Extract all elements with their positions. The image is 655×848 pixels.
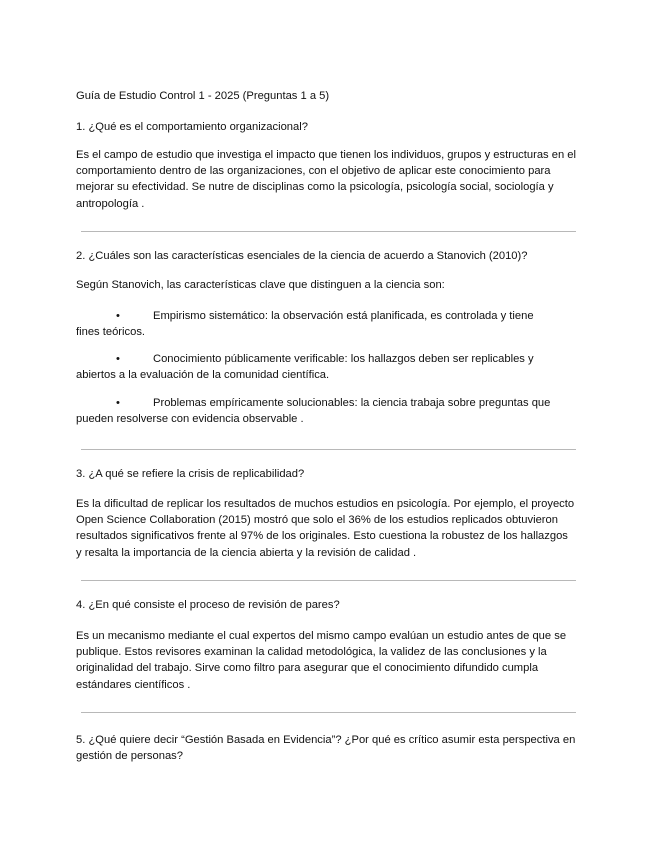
bullet-text-line2: abiertos a la evaluación de la comunidad científica. [76, 369, 330, 381]
answer-4: Es un mecanismo mediante el cual expertos del mismo campo evalúan un estudio antes de que se publique. Estos revisores examinan la calidad metodológica, la validez de las conclusiones y la originalidad del trabajo. Sirve como filtro para asegurar que el conocimiento difundido cumpla estándares científicos . [76, 630, 567, 691]
bullet-text-line1: Empirismo sistemático: la observación está planificada, es controlada y tiene [153, 310, 534, 322]
divider-1 [81, 231, 576, 232]
question-5: 5. ¿Qué quiere decir “Gestión Basada en Evidencia”? ¿Por qué es crítico asumir esta perspectiva en gestión de personas? [76, 734, 576, 763]
document-title: Guía de Estudio Control 1 - 2025 (Preguntas 1 a 5) [76, 90, 330, 102]
bullet-item-1 [76, 308, 576, 340]
bullet-item-3 [76, 395, 576, 427]
bullet-item-2 [76, 351, 576, 383]
bullet-marker: • [116, 353, 120, 365]
question-4: 4. ¿En qué consiste el proceso de revisión de pares? [76, 599, 340, 611]
bullet-marker: • [116, 310, 120, 322]
divider-2 [81, 449, 576, 450]
question-1: 1. ¿Qué es el comportamiento organizacional? [76, 121, 308, 133]
bullet-text-line2: pueden resolverse con evidencia observable . [76, 413, 304, 425]
divider-3 [81, 580, 576, 581]
bullet-marker: • [116, 397, 120, 409]
question-3: 3. ¿A qué se refiere la crisis de replicabilidad? [76, 468, 305, 480]
intro-2: Según Stanovich, las características clave que distinguen a la ciencia son: [76, 279, 445, 291]
bullet-text-line2: fines teóricos. [76, 326, 146, 338]
divider-4 [81, 712, 576, 713]
answer-3: Es la dificultad de replicar los resultados de muchos estudios en psicología. Por ejemplo, el proyecto Open Science Collaboration (2015) mostró que solo el 36% de los estudios replicados obtuvieron resultados significativos frente al 97% de los originales. Esto cuestiona la robustez de los hallazgos y resalta la importancia de la ciencia abierta y la revisión de calidad . [76, 498, 575, 559]
answer-1: Es el campo de estudio que investiga el impacto que tienen los individuos, grupos y estructuras en el comportamiento dentro de las organizaciones, con el objetivo de aplicar este conocimiento para mejorar su efectividad. Se nutre de disciplinas como la psicología, psicología social, sociología y antropología . [76, 149, 577, 210]
question-2: 2. ¿Cuáles son las características esenciales de la ciencia de acuerdo a Stanovich (2010)? [76, 250, 528, 262]
bullet-text-line1: Conocimiento públicamente verificable: los hallazgos deben ser replicables y [153, 353, 534, 365]
bullet-text-line1: Problemas empíricamente solucionables: la ciencia trabaja sobre preguntas que [153, 397, 551, 409]
